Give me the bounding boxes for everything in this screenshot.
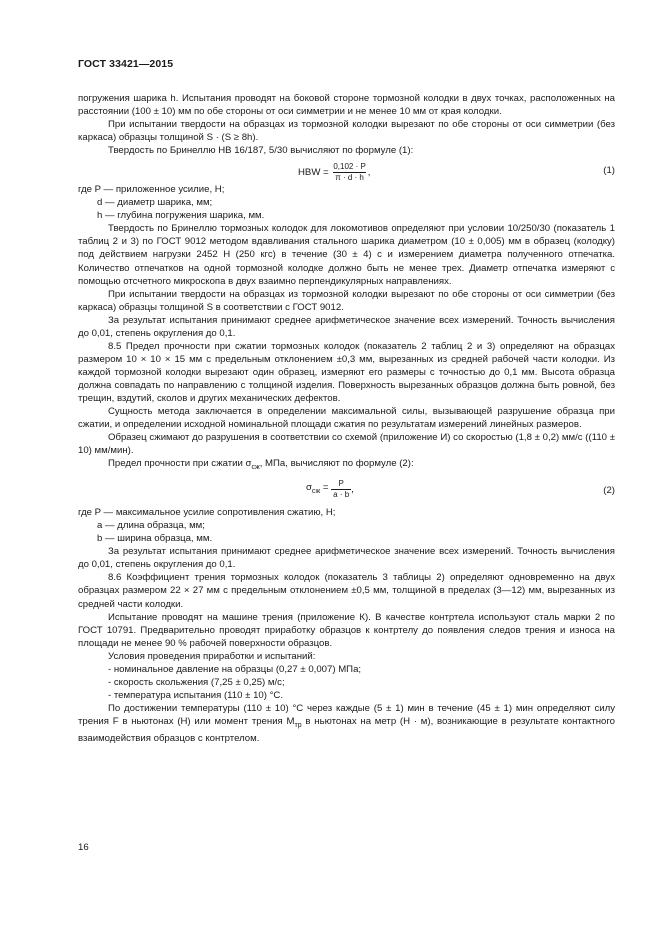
definition-item: a — длина образца, мм; [97,520,205,532]
formula-2-lhs [306,482,329,496]
paragraph-section-8-5: 8.5 Предел прочности при сжатии тормозных колодок (показатель 2 таблиц 2 и 3) определяют на образцах размером 10 × 10 × 15 мм с предельным отклонением ±0,3 мм, вырезанных из средней рабочей части колодки. Из каждой тормозной колодки вырезают один образец, измеряют его размеры с точностью до 0,1 мм. Высота образца должна совпадать по направлению с толщиной изделия. Поверхность вырезанных образцов должна быть ровной, без трещин, вздутий, сколов и других механических дефектов. [78,340,615,404]
list-item: - температура испытания (110 ± 10) °С. [108,689,284,701]
formula-2-comma: , [351,484,354,496]
list-item: - скорость скольжения (7,25 ± 0,25) м/с; [108,676,285,688]
sigma-symbol: σ [306,482,312,494]
paragraph: где P — максимальное усилие сопротивления сжатию, Н; [78,507,336,519]
text-run: По достижении температуры (110 ± 10) °С через каждые (5 ± 1) мин в течение (45 ± 1) мин определяют силу трения F в ньютонах (Н) или момент трения M [78,702,615,727]
paragraph [78,457,615,474]
paragraph: За результат испытания принимают среднее арифметическое значение всех измерений. Точность вычисления до 0,01, степень округления до 0,1. [78,546,615,571]
paragraph: За результат испытания принимают среднее арифметическое значение всех измерений. Точность вычисления до 0,01, степень округления до 0,1. [78,314,615,339]
paragraph: При испытании твердости на образцах из тормозной колодки вырезают по обе стороны от оси симметрии (без каркаса) образцы толщиной S в соответствии с ГОСТ 9012. [78,288,615,313]
subscript: тр [294,721,302,729]
text-run: Предел прочности при сжатии σ [108,458,252,470]
document-body [78,92,615,745]
definition-item: d — диаметр шарика, мм; [97,197,213,209]
list-item: - номинальное давление на образцы (0,27 ± 0,007) МПа; [108,663,362,675]
page-number: 16 [78,842,89,853]
text-run: в ньютонах на метр (Н · м), возникающие в результате контактного взаимодействия образцов с контртелом. [78,715,615,744]
paragraph: Условия проведения приработки и испытаний: [108,650,316,662]
formula-1-number: (1) [603,165,615,177]
formula-2-numerator: P [338,479,344,489]
paragraph [78,702,615,745]
subscript: сж [251,464,260,472]
formula-1 [78,157,615,183]
paragraph: Испытание проводят на машине трения (приложение К). В качестве контртела используют сталь марки 2 по ГОСТ 10791. Предварительно проводят приработку образцов к контртелу до появления следов трения и износа на площади не менее 90 % рабочей поверхности образцов. [78,611,615,649]
paragraph: погружения шарика h. Испытания проводят на боковой стороне тормозной колодки в двух точках, расположенных на расстоянии (100 ± 10) мм по обе стороны от оси симметрии и не менее 10 мм от края колодки. [78,93,615,118]
equals-sign: = [320,482,329,494]
paragraph: Сущность метода заключается в определении максимальной силы, вызывающей разрушение образца при сжатии, и определении исходной номинальной площади сжатия по результатам измерений линейных размеров. [78,406,615,431]
formula-1-numerator: 0,102 · P [333,162,366,172]
paragraph: Образец сжимают до разрушения в соответствии со схемой (приложение И) со скоростью (1,8 ± 0,2) мм/с ((110 ± 10) мм/мин). [78,432,615,457]
formula-1-lhs: HBW = [298,167,329,179]
formula-2-denominator: a · b [333,490,350,500]
definition-item: h — глубина погружения шарика, мм. [97,210,265,222]
formula-1-denominator: π · d · h [335,173,364,183]
paragraph: Твердость по Бринеллю тормозных колодок для локомотивов определяют при условии 10/250/30 (показатель 1 таблиц 2 и 3) по ГОСТ 9012 методом вдавливания стального шарика диаметром (10 ± 0,005) мм в образец (колодку) под действием нагрузки 2452 Н (250 кгс) в течение (30 ± 4) с и измерением диаметра полученного отпечатка. Количество отпечатков на одной тормозной колодке должно быть не менее трех. Диаметр отпечатка измеряют с помощью отсчетного микроскопа в двух взаимно перпендикулярных направлениях. [78,223,615,287]
definition-item: b — ширина образца, мм. [97,533,213,545]
document-header: ГОСТ 33421—2015 [78,58,174,70]
subscript: сж [311,488,321,496]
formula-2-number: (2) [603,485,615,497]
formula-2 [78,474,615,506]
text-run: , МПа, вычисляют по формуле (2): [259,458,414,470]
paragraph: При испытании твердости на образцах из тормозной колодки вырезают по обе стороны от оси симметрии (без каркаса) образцы толщиной S · (S ≥ 8h). [78,119,615,144]
paragraph-section-8-6: 8.6 Коэффициент трения тормозных колодок (показатель 3 таблицы 2) определяют одновременно на двух образцах размером 22 × 27 мм с предельным отклонением ±0,5 мм, толщиной в пределах (3—12) мм, вырезанных из средней части колодки. [78,572,615,610]
formula-2-fraction [331,479,351,500]
paragraph: где P — приложенное усилие, Н; [78,184,225,196]
formula-1-comma: , [367,167,371,179]
formula-1-fraction [331,162,367,183]
paragraph: Твердость по Бринеллю НВ 16/187, 5/30 вычисляют по формуле (1): [108,145,414,157]
